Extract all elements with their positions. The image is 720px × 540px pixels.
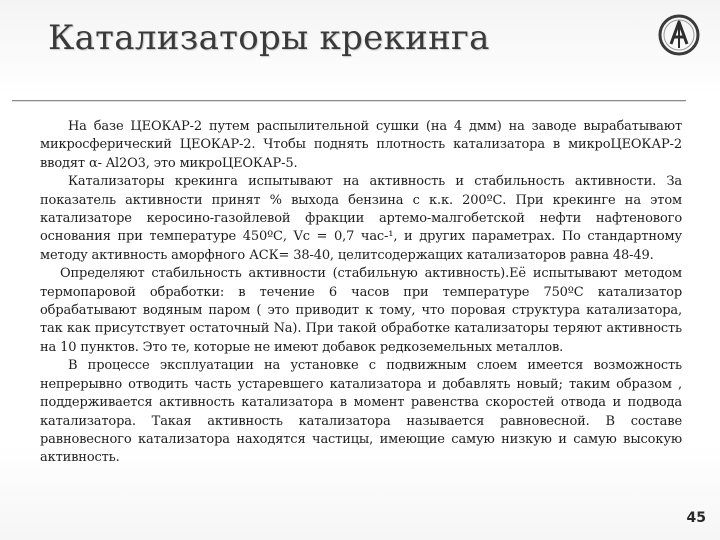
title-divider xyxy=(12,100,686,101)
page-number: 45 xyxy=(686,510,706,526)
paragraph: В процессе эксплуатации на установке с подвижным слоем имеется возможность непрерывно отводить часть устаревшего катализатора и добавлять новый; таким образом , поддерживается активность катализатора в момент равенства скоростей отвода и подвода катализатора. Такая активность катализатора называется равновесной. В составе равновесного катализатора находятся частицы, имеющие самую низкую и самую высокую активность. xyxy=(40,358,682,466)
slide-body xyxy=(40,118,682,468)
circle-monogram-icon xyxy=(656,12,702,58)
slide-title: Катализаторы крекинга xyxy=(48,18,490,58)
paragraph: Определяют стабильность активности (стабильную активность).Её испытывают методом термопаровой обработки: в течение 6 часов при температуре 750ºС катализатор обрабатывают водяным паром ( это приводит к тому, что поровая структура катализатора, так как присутствует остаточный Na). При такой обработке катализаторы теряют активность на 10 пунктов. Это те, которые не имеют добавок редкоземельных металлов. xyxy=(40,266,682,355)
paragraph: Катализаторы крекинга испытывают на активность и стабильность активности. За показатель активности принят % выхода бензина с к.к. 200ºС. При крекинге на этом катализаторе керосино-газойлевой фракции артемо-малгобетской нефти нафтенового основания при температуре 450ºС, Vc = 0,7 час-¹, и других параметрах. По стандартному методу активность аморфного АСК= 38-40, целитсодержащих катализаторов равна 48-49. xyxy=(40,174,682,263)
paragraph: На базе ЦЕОКАР-2 путем распылительной сушки (на 4 дмм) на заводе вырабатывают микросферический ЦЕОКАР-2. Чтобы поднять плотность катализатора в микроЦЕОКАР-2 вводят α- Al2O3, это микроЦЕОКАР-5. xyxy=(40,119,682,171)
